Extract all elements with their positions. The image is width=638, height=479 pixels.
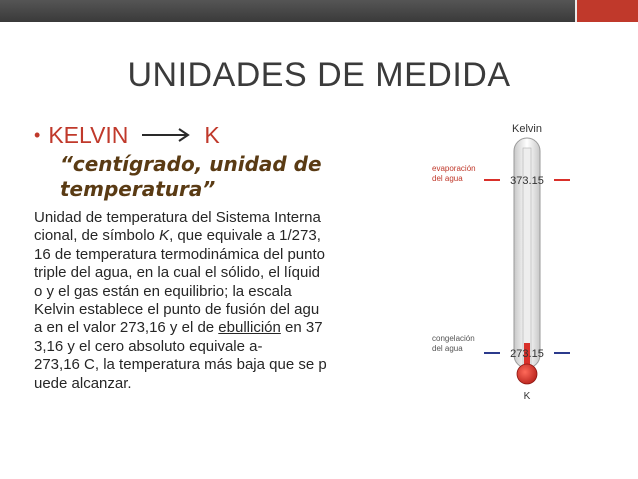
ebullicion-link[interactable]: ebullición	[218, 319, 281, 337]
boiling-label-line1: evaporación	[432, 164, 476, 173]
bullet-label-kelvin: KELVIN	[48, 121, 129, 148]
freezing-label-line2: del agua	[432, 344, 463, 353]
paragraph-symbol: K	[159, 227, 170, 245]
bullet-label-k: K	[204, 121, 220, 148]
thermometer-bulb	[517, 364, 537, 384]
freezing-label-line1: congelación	[432, 334, 475, 343]
paragraph-text-1: Unidad de temperatura del Sistema Interna cional, de símbolo	[34, 209, 321, 245]
thermometer-scale-title: Kelvin	[512, 123, 542, 135]
definition-quote: “centígrado, unidad de temperatura”	[60, 152, 322, 201]
boiling-value: 373.15	[510, 175, 544, 187]
kelvin-thermometer-image	[428, 118, 578, 408]
slide-title: UNIDADES DE MEDIDA	[127, 56, 511, 94]
top-bar	[0, 0, 638, 22]
boiling-label-line2: del agua	[432, 174, 463, 183]
paragraph-text-2: , que equivale a 1/273, 16 de temperatura termodinámica del punto triple del agua, en la cual el sólido, el líquid o y el gas están en equilibrio; la escala Kelvin establece el punto de fusión del agu a en el valor 273,16 y el de	[34, 227, 326, 337]
arrow-right-icon	[142, 122, 192, 149]
freezing-value: 273.15	[510, 348, 544, 360]
bullet-kelvin	[34, 120, 220, 150]
paragraph-text-3: en 37 3,16 y el cero absoluto equivale a- 273,16 C, la temperatura más baja que se p uede alcanzar.	[34, 319, 327, 392]
thermometer-unit: K	[523, 391, 531, 402]
definition-paragraph	[34, 209, 399, 393]
top-bar-accent	[577, 0, 638, 22]
bullet-dot-icon: •	[34, 124, 41, 145]
